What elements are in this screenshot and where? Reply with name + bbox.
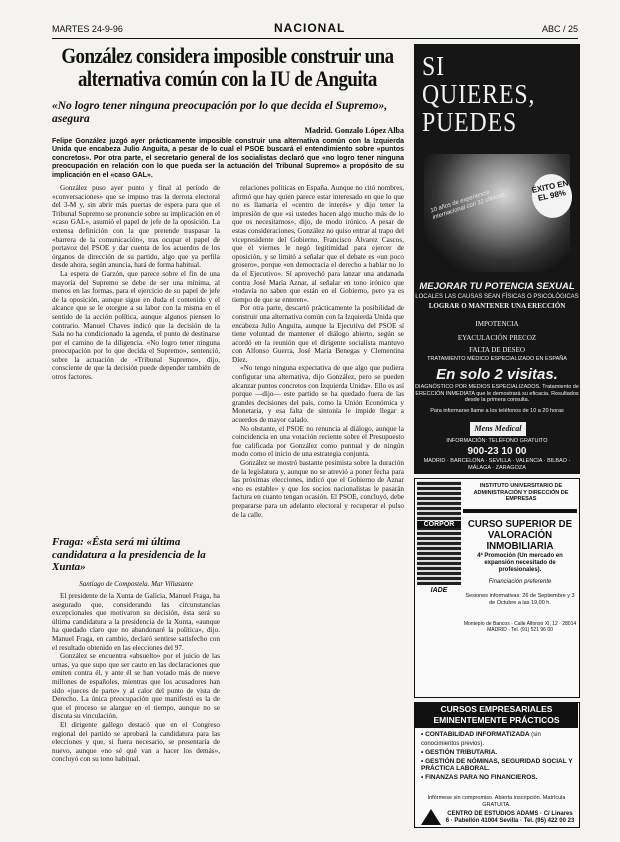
ad-phone: 900-23 10 00	[467, 446, 527, 457]
ad-title: MEJORAR TU POTENCIA SEXUAL	[419, 281, 575, 292]
ad-subtitle: LOCALES LAS CAUSAS SEAN FÍSICAS O PSICOLÓGICAS	[415, 294, 579, 300]
ad-brand-logo: Mens Medical	[470, 422, 526, 436]
paragraph: «No tengo ninguna expectativa de que algo que pudiera configurar una alternativa, dijo González, pero se pueden alcanzar puntos concretos con Izquierda Unida». Ello es así porque —dijo— este partido se ha quedado fuera de las grandes decisiones del país, como la Unión Económica y Monetaria, y esa falta de sintonía le impide llegar a acuerdos de mayor calado.	[232, 364, 404, 425]
paragraph: Por otra parte, descartó prácticamente la posibilidad de construir una alternativa común con la Izquierda Unida que encabeza Julio Anguita, aunque la Ejecutiva del PSOE sí tiene voluntad de mantener el diálogo abierto, según se acordó en la reunión que el dirigente socialista mantuvo con Alfonso Guerra, José María Benegas y Clementina Díez.	[232, 304, 404, 364]
logo-label: CORPOR	[417, 521, 461, 528]
list-item: • GESTIÓN TRIBUTARIA.	[421, 749, 498, 757]
course-address: Montepío de Bancos · Calle Alfonso XI, 12 · 28014 MADRID · Tel. (91) 521 96 00	[463, 621, 577, 633]
ad-contact: Para informarse llame a los teléfonos de 10 a 20 horas	[430, 408, 564, 414]
course-advertisement	[414, 478, 580, 698]
list-item: • CONTABILIDAD INFORMATIZADA (sin conocimientos previos).	[421, 731, 541, 747]
page-number: ABC / 25	[541, 24, 578, 34]
issue-date: MARTES 24-9-96	[52, 24, 123, 34]
article-byline: Madrid. Gonzalo López Alba	[304, 126, 404, 135]
ad-line: EYACULACIÓN PRECOZ	[457, 334, 537, 342]
divider	[463, 509, 577, 513]
ad-headline	[422, 52, 561, 136]
list-item: • GESTIÓN DE NÓMINAS, SEGURIDAD SOCIAL Y PRÁCTICA LABORAL.	[421, 757, 573, 773]
sidebar-text	[52, 592, 220, 826]
ad-badge: ÉXITO EN EL 98%	[528, 170, 576, 221]
clinic-advertisement	[414, 44, 580, 474]
ad-headline-line-2: PUEDES	[422, 107, 518, 137]
sidebar-headline: Fraga: «Ésta será mi última candidatura a la presidencia de la Xunta»	[52, 536, 220, 574]
ad-cities: MADRID · BARCELONA · SEVILLA · VALENCIA · BILBAO · MÁLAGA · ZARAGOZA	[423, 458, 571, 471]
ad-info: INFORMACIÓN: TELÉFONO GRATUITO	[446, 438, 548, 444]
course-sessions: Sesiones informativas: 26 de Septiembre y 3 de Octubre a las 19,00 h.	[465, 593, 575, 606]
center-address: CENTRO DE ESTUDIOS ADAMS · C/ Linares 6 · Pabellón 41004 Sevilla · Tel. (95) 422 00 23	[445, 811, 575, 824]
paragraph: González se encuentra «absuelto» por el juicio de las urnas, ya que supo que ser cauto en las declaraciones que emiten contra él, y ante él se han votado más de nueve millones de españoles, mientras que los acusadores han sido «jueces de parte» y al calor del punto de vista de Derecho. La única preocupación que manifestó es la de que el proceso se alargue en el tiempo, aunque no se discuta su vinculación.	[52, 652, 220, 721]
paragraph: González se mostró bastante pesimista sobre la duración de la legislatura y, aunque no se atrevió a poner fecha para las próximas elecciones, indicó que el Gobierno de Aznar «no es estable» y que los socios nacionalistas le pasarán factura en cuanto tengan ocasión. El PSOE, concluyó, debe prepararse para un adelanto electoral y recuperar el pulso de la calle.	[232, 459, 404, 519]
institute-name: INSTITUTO UNIVERSITARIO DE ADMINISTRACIÓN Y DIRECCIÓN DE EMPRESAS	[473, 483, 569, 502]
masthead	[52, 22, 578, 39]
paragraph: relaciones políticas en España. Aunque no citó nombres, afirmó que hay quien parece estar interesado en que lo que no es llamaría el «centro de interés» y dijo tener la impresión de que «si ustedes hacen algo mucho más de lo que os necesitamos», dijo, de modo irónico. A pesar de estas consideraciones, González no quiso entrar al trapo del vicepresidente del Gobierno, Francisco Álvarez Cascos, que el viernes le negó legitimidad para ejercer de oposición, y se limitó a señalar que el debate es «un poco grosero», porque «en democracia el derecho a hablar no lo da el Ejecutivo». Sí aprovechó para lanzar una andanada contra José María Aznar, al señalar en tono irónico que «todavía no saben que están en el Gobierno, pero ya es tiempo de que se enteren».	[232, 184, 404, 304]
ad-line: FALTA DE DESEO	[469, 346, 525, 354]
ad-header: CURSOS EMPRESARIALES EMINENTEMENTE PRÁCTICOS	[415, 703, 578, 728]
ad-details: DIAGNÓSTICO POR MEDIOS ESPECIALIZADOS. Tratamiento de ERECCIÓN INMEDIATA que le demostrará su eficacia. Resultados desde la primera consulta.	[415, 384, 579, 403]
ad-promo: En solo 2 visitas.	[436, 366, 558, 383]
article-column-2	[232, 184, 404, 826]
ad-line: IMPOTENCIA	[475, 320, 519, 328]
course-financing: Financiación preferente	[488, 579, 552, 585]
course-promo: 4ª Promoción (Un mercado en expansión necesitado de profesionales).	[477, 553, 563, 573]
paragraph: La espera de Garzón, que parece sobre el fin de una mayoría del Supremo se debe de ser una mínima, al menos en las formas, para el ejercicio de su papel de jefe de la oposición, aunque sigue en duda el contenido y el alcance que se le otorgue a su labor con la misma en el sentido de la acción política, aunque algunos piensen lo contrario. Manuel Chaves indicó que la decisión de la Sala no ha condicionado la agenda, el punto de destinarse por el camino de la diligencia. «No logro tener ninguna preocupación por lo que decida el Supremo», sentenció, sobre la actuación de «Tribunal Supremo», dijo, consciente de que la decisión puede depender también de otros factores.	[52, 269, 220, 382]
paragraph: González puso ayer punto y final al período de «conversaciones» que se impuso tras la derrota electoral del 3-M y, sin abrir más puertas de espera para que el Tribunal Supremo se pronuncie sobre su implicación en el «caso GAL», asumió el papel de jefe de la oposición. La extensa definición con la que pretende traspasar la «barrera de la comunicación», tras ocupar el papel de portavoz del PSOE y dar cuenta de los acuerdos de los órganos de dirección de su partido, algo que ya perfila desde ahora, según anuncia, hará de forma habitual.	[52, 184, 220, 270]
ad-headline-line-1: SI QUIERES,	[422, 51, 536, 109]
institute-acronym: IADE	[430, 587, 448, 594]
paragraph: No obstante, el PSOE no renuncia al diálogo, aunque la coincidencia en una votación reciente sobre el Presupuesto fue calificada por González como puntual y de ningún modo como el inicio de una estrategia conjunta.	[232, 424, 404, 459]
triangle-logo-icon	[421, 809, 441, 825]
business-courses-advertisement	[414, 702, 580, 828]
paragraph: El dirigente gallego destacó que en el Congreso regional del partido se aprobará la candidatura para las elecciones y que, si fuera necesario, se presentaría de nuevo, aunque «no sé qué van a hacer los demás», concluyó con su tono habitual.	[52, 720, 220, 764]
article-column-1	[52, 184, 220, 590]
ad-stamp: 10 años de experiencia internacional con 32 clínicas	[429, 189, 506, 222]
article-headline: González considera imposible construir una alternativa común con la IU de Anguita	[61, 43, 394, 91]
course-list	[421, 731, 577, 783]
item-label: CONTABILIDAD INFORMATIZADA	[425, 731, 530, 738]
course-title: CURSO SUPERIOR DE VALORACIÓN INMOBILIARIA	[467, 518, 573, 552]
ad-line: TRATAMIENTO MÉDICO ESPECIALIZADO EN ESPAÑA	[427, 356, 567, 362]
section-name: NACIONAL	[274, 21, 346, 35]
ad-info: Infórmese sin compromiso. Abierta inscripción. Matrícula GRATUITA.	[427, 795, 566, 808]
sidebar-byline: Santiago de Compostela. Mar Villasante	[79, 580, 193, 588]
paragraph: El presidente de la Xunta de Galicia, Manuel Fraga, ha asegurado que, considerando las circunstancias excepcionales que motivaron su decisión, ésta será su última candidatura a la presidencia de la Xunta, «aunque ha quedado claro que no abandonaré la política», dijo. Manuel Fraga, en cambio, declaró sentirse satisfecho con el resultado obtenido en las elecciones del 97.	[52, 592, 220, 652]
ad-line: LOGRAR O MANTENER UNA ERECCIÓN	[428, 302, 566, 310]
article-subhead: «No logro tener ninguna preocupación por lo que decida el Supremo», asegura	[52, 100, 388, 125]
list-item: • FINANZAS PARA NO FINANCIEROS.	[421, 773, 538, 781]
item-label: FINANZAS PARA NO FINANCIEROS.	[425, 773, 538, 781]
item-label: GESTIÓN TRIBUTARIA.	[425, 749, 498, 757]
building-logo-icon	[417, 481, 461, 585]
item-note: (sin conocimientos previos).	[421, 732, 541, 747]
item-label: GESTIÓN DE NÓMINAS, SEGURIDAD SOCIAL Y PRÁCTICA LABORAL.	[421, 757, 573, 773]
article-lead: Felipe González juzgó ayer prácticamente imposible construir una alternativa común con la Izquierda Unida que encabeza Julio Anguita, a pesar de lo cual el PSOE buscará el entendimiento sobre «puntos concretos». Por otra parte, el secretario general de los socialistas declaró que «no logro tener ninguna preocupación en relación con lo que pueda ser la actuación del Tribunal Supremo» a propósito de su implicación en el «caso GAL».	[52, 138, 404, 179]
